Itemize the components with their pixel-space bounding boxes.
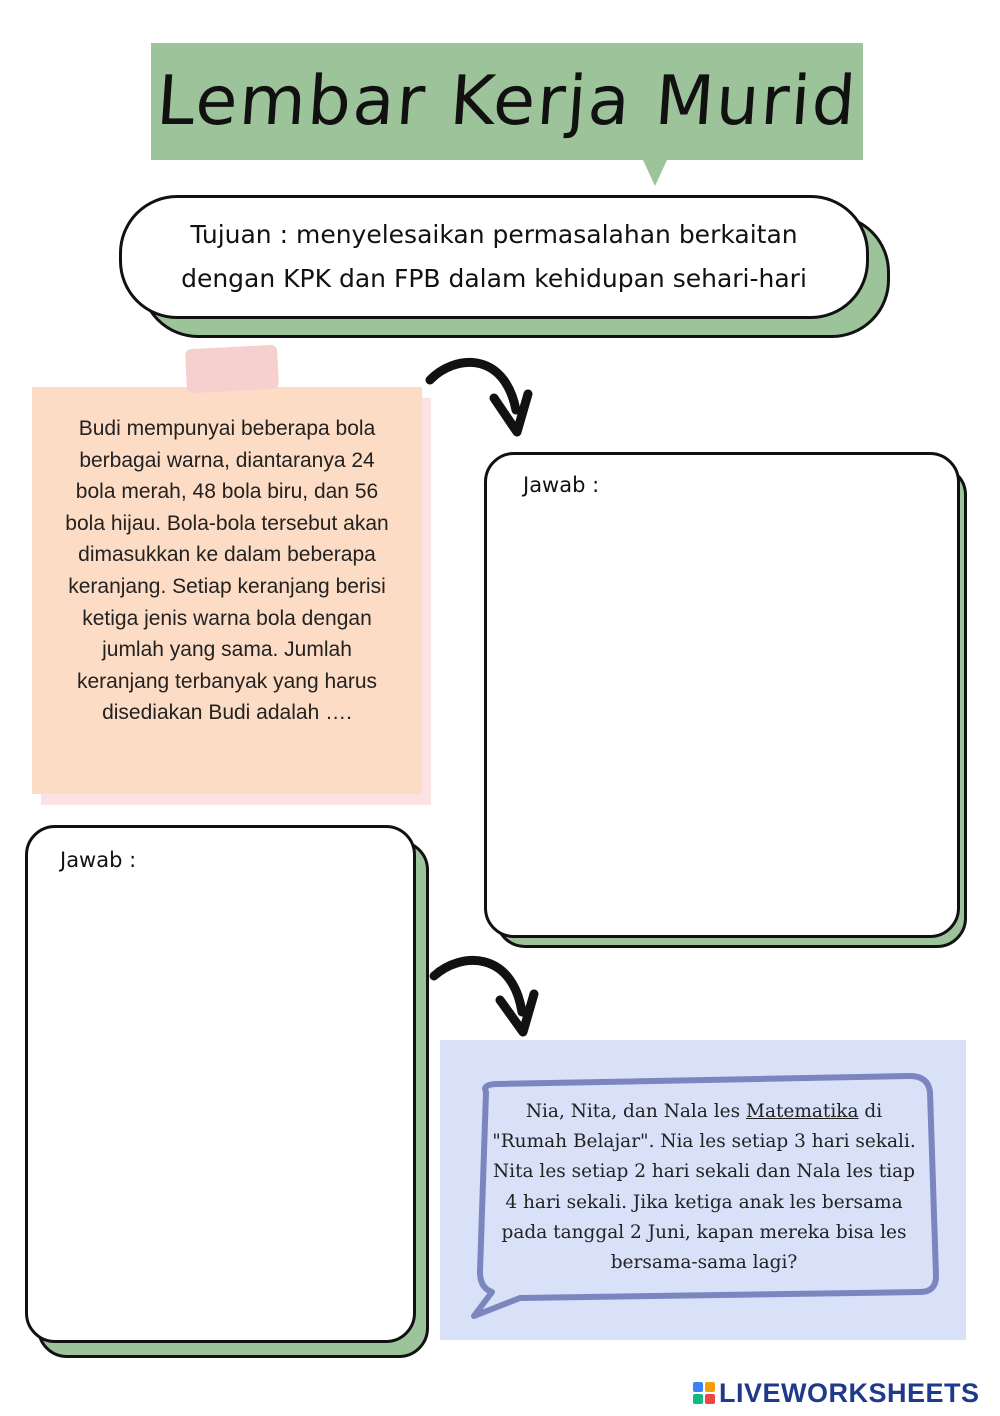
answer-1-label: Jawab :	[523, 473, 600, 497]
goal-pill	[119, 195, 869, 319]
title-banner	[151, 43, 863, 160]
tape-decoration	[185, 345, 279, 394]
problem-1-text: Budi mempunyai beberapa bola berbagai warna, diantaranya 24 bola merah, 48 bola biru, dan 56 bola hijau. Bola-bola tersebut akan dimasukkan ke dalam beberapa keranjang. Setiap keranjang berisi ketiga jenis warna bola dengan jumlah yang sama. Jumlah keranjang terbanyak yang harus disediakan Budi adalah ….	[65, 417, 389, 725]
brand-footer	[693, 1377, 980, 1409]
goal-line-2: dengan KPK dan FPB dalam kehidupan sehari-hari	[181, 264, 807, 293]
liveworksheets-logo-icon	[693, 1382, 715, 1404]
problem-2-text-end: di "Rumah Belajar". Nia les setiap 3 hari sekali. Nita les setiap 2 hari sekali dan Nala les tiap 4 hari sekali. Jika ketiga anak les bersama pada tanggal 2 Juni, kapan mereka bisa les bersama-sama lagi?	[492, 1101, 916, 1274]
problem-2-text-start: Nia, Nita, dan Nala les	[525, 1101, 746, 1122]
page-title: Lembar Kerja Murid	[154, 62, 860, 141]
answer-2-label: Jawab :	[60, 848, 137, 872]
curved-arrow-icon	[424, 350, 534, 440]
answer-1-box[interactable]	[484, 452, 960, 938]
problem-2-underlined-word: Matematika	[746, 1101, 859, 1122]
goal-text	[154, 213, 834, 301]
curved-arrow-icon	[428, 950, 540, 1040]
problem-2-text	[488, 1097, 920, 1278]
problem-1-note	[32, 387, 422, 794]
answer-2-box[interactable]	[25, 825, 416, 1343]
goal-line-1: Tujuan : menyelesaikan permasalahan berkaitan	[190, 220, 798, 249]
brand-name: LIVEWORKSHEETS	[719, 1377, 980, 1408]
